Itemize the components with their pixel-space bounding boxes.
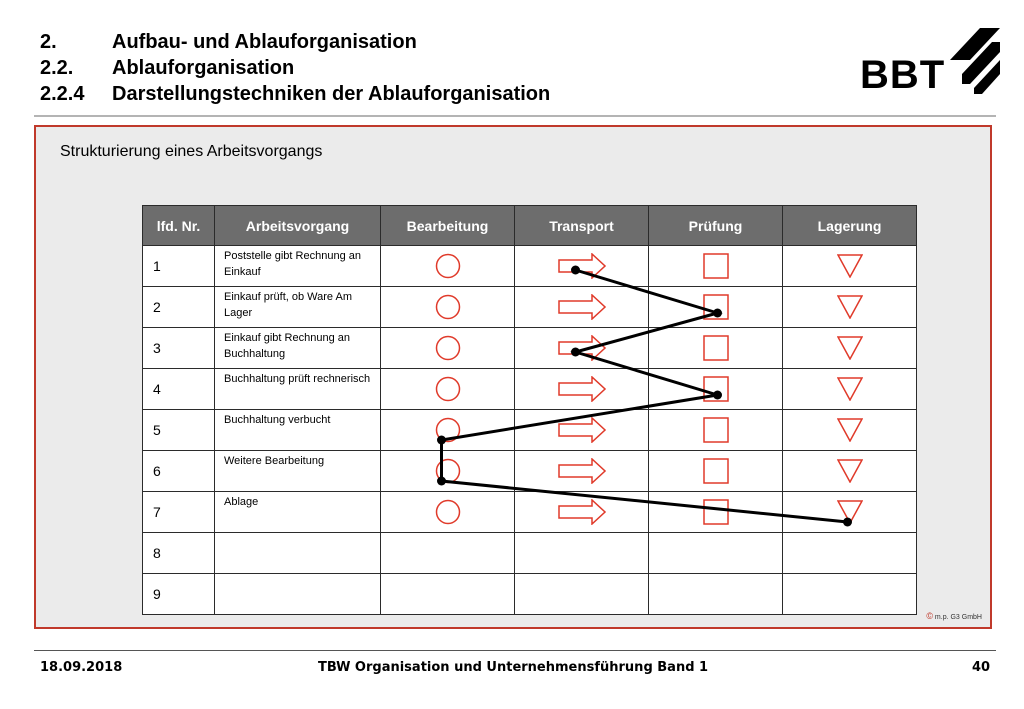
inspection-square-icon [703,335,729,361]
symbol-cell [649,451,783,492]
copyright-note [926,611,982,621]
row-number: 5 [143,410,215,451]
header-text: Ablauforganisation [112,57,295,79]
transport-arrow-icon [558,458,606,484]
processing-circle-icon [435,294,461,320]
transport-arrow-icon [558,499,606,525]
storage-triangle-icon [837,418,863,442]
symbol-cell [381,287,515,328]
workflow-table [142,205,917,615]
symbol-cell [649,246,783,287]
symbol-cell [649,533,783,574]
symbol-cell [783,574,917,615]
row-number: 4 [143,369,215,410]
symbol-cell [515,246,649,287]
header-text: Aufbau- und Ablauforganisation [112,31,417,53]
row-description: Buchhaltung verbucht [215,410,381,451]
table-row [143,287,917,328]
symbol-cell [381,533,515,574]
row-number: 2 [143,287,215,328]
processing-circle-icon [435,253,461,279]
row-description: Buchhaltung prüft rechnerisch [215,369,381,410]
header-line-2 [40,55,550,81]
symbol-cell [783,246,917,287]
symbol-cell [649,574,783,615]
table-row [143,369,917,410]
column-header: Bearbeitung [381,206,515,246]
symbol-cell [515,287,649,328]
symbol-cell [381,246,515,287]
processing-circle-icon [435,417,461,443]
symbol-cell [381,492,515,533]
row-number: 7 [143,492,215,533]
table-row [143,410,917,451]
copyright-symbol: © [926,611,933,621]
footer-date: 18.09.2018 [40,660,123,675]
transport-arrow-icon [558,253,606,279]
symbol-cell [515,410,649,451]
row-number: 8 [143,533,215,574]
symbol-cell [783,410,917,451]
symbol-cell [649,328,783,369]
header-divider [34,115,996,117]
table-row [143,492,917,533]
symbol-cell [515,574,649,615]
transport-arrow-icon [558,335,606,361]
symbol-cell [783,492,917,533]
section-subtitle: Strukturierung eines Arbeitsvorgangs [60,143,323,160]
processing-circle-icon [435,458,461,484]
header-text: Darstellungstechniken der Ablauforganisation [112,83,551,105]
row-description [215,574,381,615]
table-header-row [143,206,917,246]
table-row [143,246,917,287]
inspection-square-icon [703,376,729,402]
logo-text: BBT [860,53,946,97]
symbol-cell [381,369,515,410]
inspection-square-icon [703,499,729,525]
column-header: Prüfung [649,206,783,246]
footer-divider [34,650,996,651]
transport-arrow-icon [558,376,606,402]
header-number: 2. [40,31,57,53]
slide-header [40,29,550,107]
table-row [143,533,917,574]
processing-circle-icon [435,499,461,525]
transport-arrow-icon [558,294,606,320]
header-number: 2.2. [40,57,74,79]
storage-triangle-icon [837,459,863,483]
symbol-cell [649,492,783,533]
processing-circle-icon [435,335,461,361]
inspection-square-icon [703,458,729,484]
row-number: 3 [143,328,215,369]
symbol-cell [649,369,783,410]
symbol-cell [783,328,917,369]
symbol-cell [381,410,515,451]
table-row [143,328,917,369]
bbt-logo [858,22,1002,112]
header-line-3 [40,81,550,107]
symbol-cell [515,328,649,369]
symbol-cell [783,533,917,574]
symbol-cell [515,533,649,574]
symbol-cell [381,328,515,369]
symbol-cell [515,369,649,410]
row-number: 9 [143,574,215,615]
inspection-square-icon [703,417,729,443]
table-row [143,451,917,492]
storage-triangle-icon [837,254,863,278]
header-number: 2.2.4 [40,83,85,105]
inspection-square-icon [703,294,729,320]
inspection-square-icon [703,253,729,279]
column-header: Transport [515,206,649,246]
row-description: Poststelle gibt Rechnung an Einkauf [215,246,381,287]
row-description: Ablage [215,492,381,533]
copyright-text: m.p. G3 GmbH [934,614,982,621]
table-row [143,574,917,615]
symbol-cell [649,410,783,451]
storage-triangle-icon [837,500,863,524]
row-description: Weitere Bearbeitung [215,451,381,492]
storage-triangle-icon [837,377,863,401]
transport-arrow-icon [558,417,606,443]
row-description: Einkauf prüft, ob Ware Am Lager [215,287,381,328]
symbol-cell [381,574,515,615]
symbol-cell [515,451,649,492]
row-number: 1 [143,246,215,287]
row-number: 6 [143,451,215,492]
symbol-cell [381,451,515,492]
symbol-cell [649,287,783,328]
header-line-1 [40,29,550,55]
column-header: lfd. Nr. [143,206,215,246]
symbol-cell [783,451,917,492]
symbol-cell [515,492,649,533]
storage-triangle-icon [837,336,863,360]
processing-circle-icon [435,376,461,402]
column-header: Lagerung [783,206,917,246]
footer-title: TBW Organisation und Unternehmensführung Band 1 [318,660,709,675]
content-panel [34,125,992,629]
symbol-cell [783,287,917,328]
column-header: Arbeitsvorgang [215,206,381,246]
storage-triangle-icon [837,295,863,319]
symbol-cell [783,369,917,410]
row-description [215,533,381,574]
row-description: Einkauf gibt Rechnung an Buchhaltung [215,328,381,369]
page-number: 40 [972,660,991,675]
